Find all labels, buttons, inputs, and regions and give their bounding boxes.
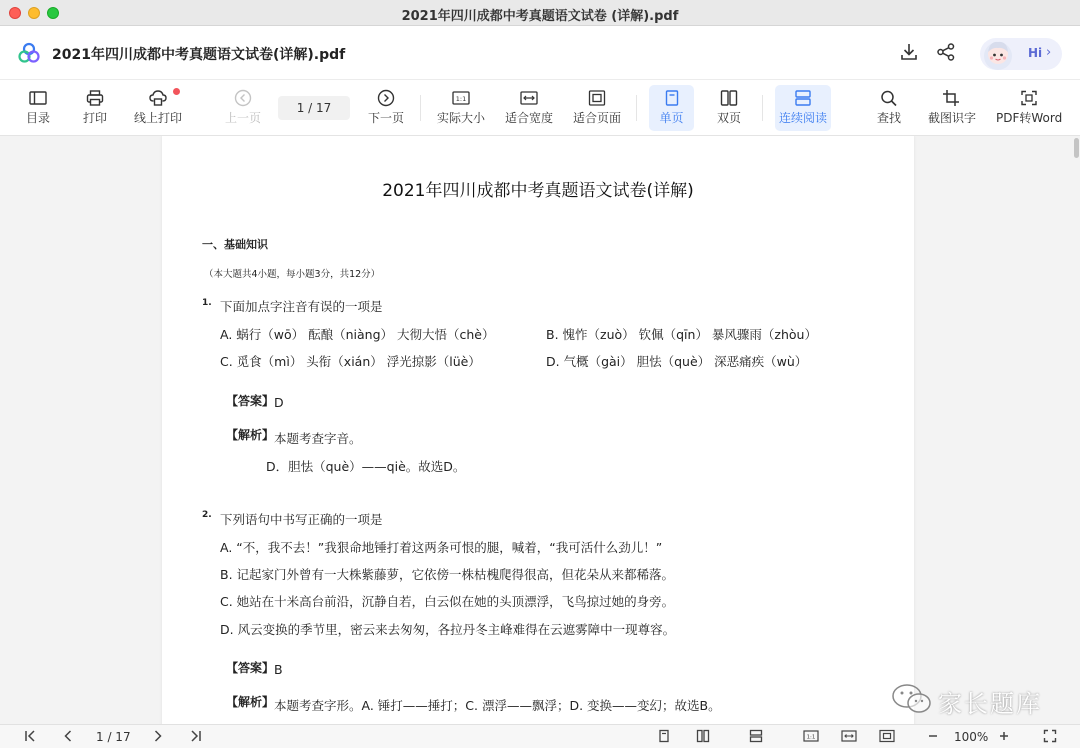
- cloud-print-icon: [148, 89, 168, 107]
- chevron-right-circle-icon: [376, 89, 396, 107]
- pdf-to-word-button[interactable]: [996, 85, 1062, 131]
- continuous-scroll-icon: [793, 89, 813, 107]
- watermark-text: 家长题库: [938, 690, 1042, 718]
- status-page-indicator[interactable]: 1 / 17: [96, 730, 131, 744]
- answer-value: B: [274, 662, 283, 677]
- page-number-input[interactable]: 1 / 17: [278, 96, 350, 120]
- document-title: 2021年四川成都中考真题语文试卷(详解).pdf: [52, 47, 346, 63]
- double-page-icon: [719, 89, 739, 107]
- page-heading: 2021年四川成都中考真题语文试卷(详解): [382, 181, 694, 201]
- last-page-icon[interactable]: [188, 729, 204, 745]
- option-a: A. “不，我不去！”我狠命地锤打着这两条可恨的腿，喊着，“我可活什么劲儿！”: [220, 540, 663, 555]
- screenshot-ocr-icon: [942, 89, 962, 107]
- option-b: B. 记起家门外曾有一大株紫藤萝，它依傍一株枯槐爬得很高，但花朵从来都稀落。: [220, 567, 675, 582]
- pdf-to-word-label: PDF转Word: [996, 111, 1063, 125]
- convert-icon: [1019, 89, 1039, 107]
- option-c: C. 觅食（mì） 头衔（xián） 浮光掠影（lüè）: [220, 354, 481, 369]
- svg-text:1:1: 1:1: [455, 94, 467, 103]
- first-page-icon[interactable]: [22, 729, 38, 745]
- option-b: B. 愧怍（zuò） 钦佩（qīn） 暴风骤雨（zhòu）: [546, 327, 817, 342]
- single-page-icon[interactable]: [656, 729, 672, 745]
- answer-label: 【答案】: [226, 394, 275, 408]
- continuous-read-label: 连续阅读: [778, 111, 827, 125]
- fit-width-icon: [519, 89, 539, 107]
- question-number: 1.: [202, 298, 212, 308]
- assistant-greeting: Hi: [1028, 46, 1043, 60]
- option-d: D. 风云变换的季节里，密云来去匆匆，各拉丹冬主峰难得在云遮雾障中一现尊容。: [220, 622, 676, 637]
- option-d: D. 气概（gài） 胆怯（què） 深恶痛疾（wù）: [546, 354, 808, 369]
- prev-page-label: 上一页: [224, 111, 261, 125]
- find-button[interactable]: [868, 85, 910, 131]
- single-page-label: 单页: [659, 111, 684, 125]
- fit-page-button[interactable]: [572, 85, 622, 131]
- share-icon[interactable]: [936, 42, 956, 62]
- question-number: 2.: [202, 510, 212, 520]
- printer-icon: [85, 89, 105, 107]
- answer-label: 【答案】: [226, 661, 275, 675]
- app-header: [0, 26, 1080, 80]
- zoom-level[interactable]: 100%: [954, 730, 989, 744]
- toc-button[interactable]: [18, 85, 58, 131]
- search-icon: [879, 89, 899, 107]
- fit-width-label: 适合宽度: [504, 111, 553, 125]
- continuous-read-button[interactable]: [775, 85, 831, 131]
- table-of-contents-icon: [28, 89, 48, 107]
- window-titlebar: [0, 0, 1080, 26]
- fit-page-icon: [587, 89, 607, 107]
- pdf-page: [162, 136, 914, 724]
- zoom-out-icon[interactable]: [925, 729, 941, 745]
- document-canvas[interactable]: [0, 136, 1080, 724]
- online-print-label: 线上打印: [133, 111, 182, 125]
- chevron-right-icon: ›: [1046, 45, 1052, 60]
- option-c: C. 她站在十米高台前沿，沉静自若，白云似在她的头顶漂浮，飞鸟掠过她的身旁。: [220, 594, 675, 609]
- toolbar-divider: [636, 95, 637, 121]
- actual-size-label: 实际大小: [436, 111, 485, 125]
- toolbar-divider: [420, 95, 421, 121]
- assistant-button[interactable]: [980, 38, 1062, 70]
- continuous-scroll-icon[interactable]: [748, 729, 764, 745]
- analysis-label: 【解析】: [226, 695, 275, 709]
- actual-size-button[interactable]: [436, 85, 486, 131]
- analysis-detail: D．胆怯（què）——qiè。故选D。: [266, 459, 466, 474]
- next-page-icon[interactable]: [150, 729, 166, 745]
- analysis-text: 本题考查字形。A. 锤打——捶打；C. 漂浮——飘浮；D. 变换——变幻；故选B。: [274, 698, 721, 713]
- status-bar: [0, 724, 1080, 748]
- prev-page-icon[interactable]: [60, 729, 76, 745]
- double-page-icon[interactable]: [695, 729, 711, 745]
- fit-width-icon[interactable]: [840, 729, 858, 745]
- print-button[interactable]: [75, 85, 115, 131]
- single-page-button[interactable]: [649, 85, 694, 131]
- vertical-scrollbar[interactable]: [1074, 138, 1079, 158]
- toc-label: 目录: [25, 111, 50, 125]
- chevron-left-circle-icon: [233, 89, 253, 107]
- analysis-label: 【解析】: [226, 428, 275, 442]
- next-page-label: 下一页: [367, 111, 404, 125]
- svg-text:1:1: 1:1: [806, 734, 816, 741]
- fit-width-button[interactable]: [504, 85, 554, 131]
- next-page-button[interactable]: [366, 85, 406, 131]
- print-label: 打印: [82, 111, 107, 125]
- download-icon[interactable]: [899, 42, 919, 62]
- question-stem: 下列语句中书写正确的一项是: [220, 512, 383, 527]
- toolbar-divider: [762, 95, 763, 121]
- fit-page-icon[interactable]: [878, 729, 896, 745]
- analysis-text: 本题考查字音。: [274, 431, 362, 446]
- double-page-button[interactable]: [708, 85, 750, 131]
- section-note: （本大题共4小题，每小题3分，共12分）: [204, 269, 381, 280]
- zoom-in-icon[interactable]: [996, 729, 1012, 745]
- wechat-logo-icon: [890, 682, 934, 716]
- assistant-avatar-icon: [980, 36, 1016, 72]
- prev-page-button[interactable]: [223, 85, 263, 131]
- ocr-label: 截图识字: [927, 111, 976, 125]
- actual-size-icon: [451, 89, 471, 107]
- fullscreen-icon[interactable]: [1042, 729, 1058, 745]
- actual-size-icon[interactable]: [802, 729, 820, 745]
- find-label: 查找: [876, 111, 901, 125]
- fit-page-label: 适合页面: [572, 111, 621, 125]
- answer-value: D: [274, 395, 284, 410]
- single-page-icon: [662, 89, 682, 107]
- question-stem: 下面加点字注音有误的一项是: [220, 299, 383, 314]
- section-heading: 一、基础知识: [202, 238, 268, 251]
- double-page-label: 双页: [716, 111, 741, 125]
- ocr-button[interactable]: [926, 85, 978, 131]
- app-logo-icon: [18, 42, 40, 64]
- window-title: 2021年四川成都中考真题语文试卷 (详解).pdf: [401, 9, 679, 24]
- toolbar: [0, 80, 1080, 136]
- notification-dot: [173, 88, 180, 95]
- option-a: A. 蜗行（wō） 酝酿（niàng） 大彻大悟（chè）: [220, 327, 495, 342]
